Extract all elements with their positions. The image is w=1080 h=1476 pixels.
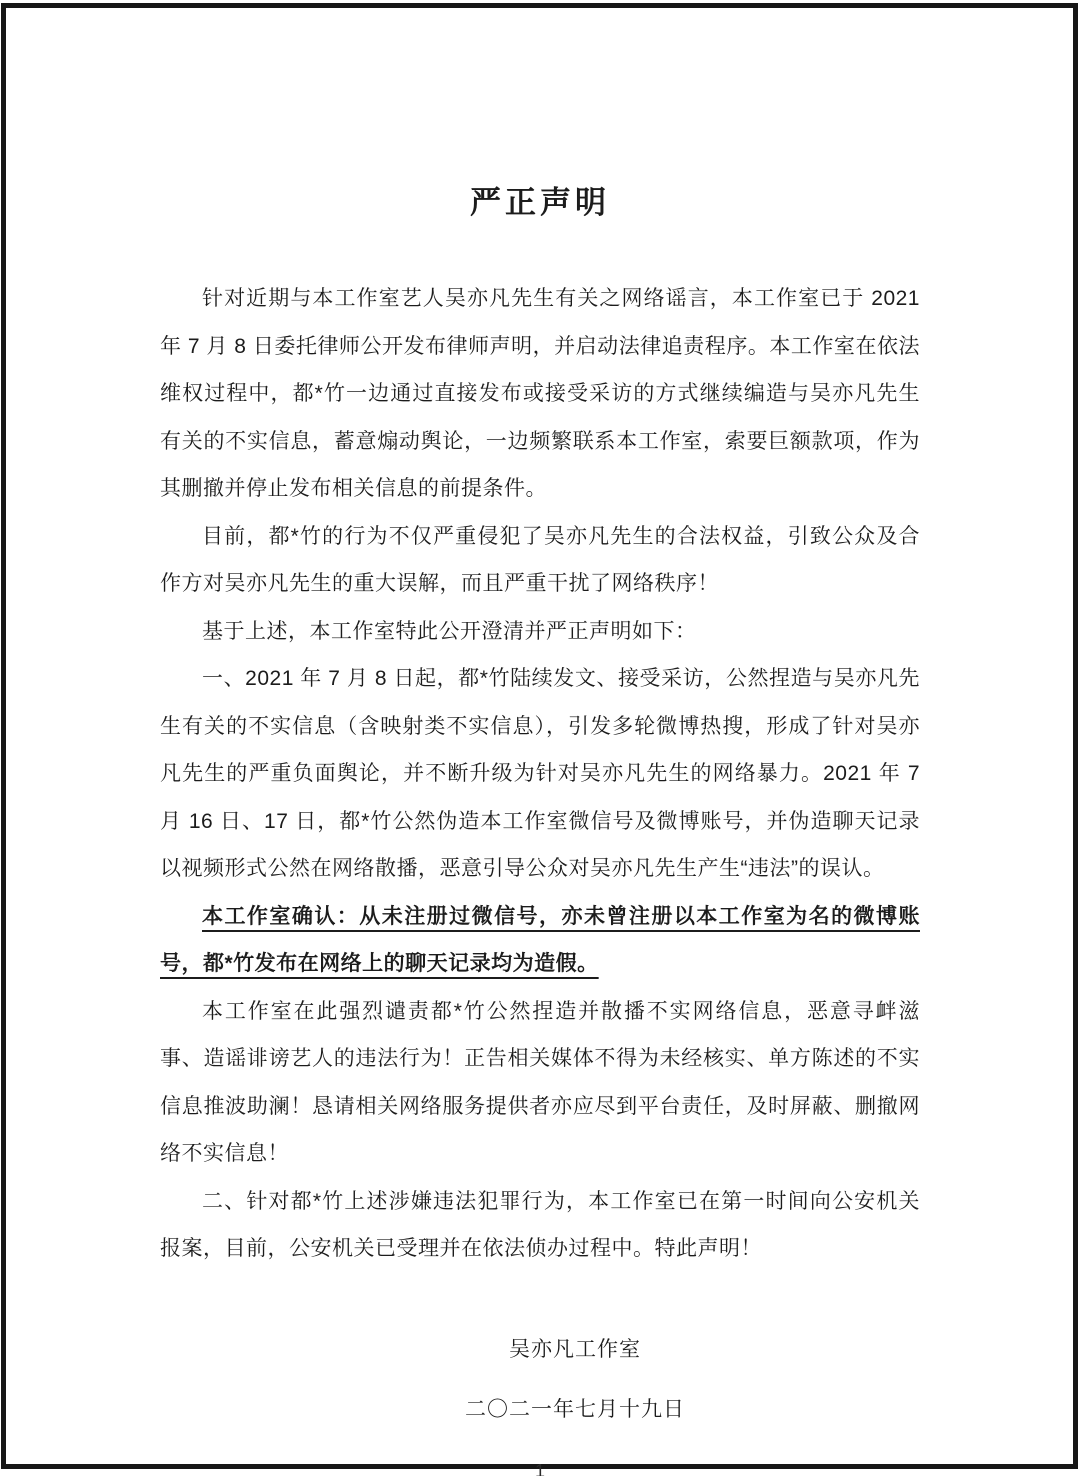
paragraph-declaration-lead: 基于上述，本工作室特此公开澄清并严正声明如下： <box>202 619 697 643</box>
paragraph-intro: 针对近期与本工作室艺人吴亦凡先生有关之网络谣言，本工作室已于 2021 年 7 月 8 日委托律师公开发布律师声明，并启动法律追责程序。本工作室在依法维权过程中，都*竹一边通过直接发布或接受采访的方式继续编造与吴亦凡先生有关的不实信息，蓄意煽动舆论，一边频繁联系本工作室，索要巨额款项，作为其删撤并停止发布相关信息的前提条件。 <box>160 287 920 500</box>
paragraph-item-two: 二、针对都*竹上述涉嫌违法犯罪行为，本工作室已在第一时间向公安机关报案，目前，公安机关已受理并在依法侦办过程中。特此声明！ <box>160 1189 920 1260</box>
paragraph-current-situation: 目前，都*竹的行为不仅严重侵犯了吴亦凡先生的合法权益，引致公众及合作方对吴亦凡先生的重大误解，而且严重干扰了网络秩序！ <box>160 524 920 595</box>
paragraph-item-one: 一、2021 年 7 月 8 日起，都*竹陆续发文、接受采访，公然捏造与吴亦凡先生有关的不实信息（含映射类不实信息），引发多轮微博热搜，形成了针对吴亦凡先生的严重负面舆论，并不断升级为针对吴亦凡先生的网络暴力。2021 年 7 月 16 日、17 日，都*竹公然伪造本工作室微信号及微博账号，并伪造聊天记录以视频形式公然在网络散播，恶意引导公众对吴亦凡先生产生“违法”的误认。 <box>160 667 920 880</box>
signature-date: 二〇二一年七月十九日 <box>465 1397 685 1421</box>
paragraph-confirmation-underlined: 本工作室确认：从未注册过微信号，亦未曾注册以本工作室为名的微博账号，都*竹发布在网络上的聊天记录均为造假。 <box>160 904 920 975</box>
page-number: 1 <box>534 1460 545 1476</box>
signature-block <box>380 1326 770 1433</box>
document-title: 严正声明 <box>470 185 610 220</box>
paragraph-condemnation: 本工作室在此强烈谴责都*竹公然捏造并散播不实网络信息，恶意寻衅滋事、造谣诽谤艺人的违法行为！正告相关媒体不得为未经核实、单方陈述的不实信息推波助澜！恳请相关网络服务提供者亦应尽到平台责任，及时屏蔽、删撤网络不实信息！ <box>160 999 920 1165</box>
signature-studio-name: 吴亦凡工作室 <box>509 1337 641 1361</box>
